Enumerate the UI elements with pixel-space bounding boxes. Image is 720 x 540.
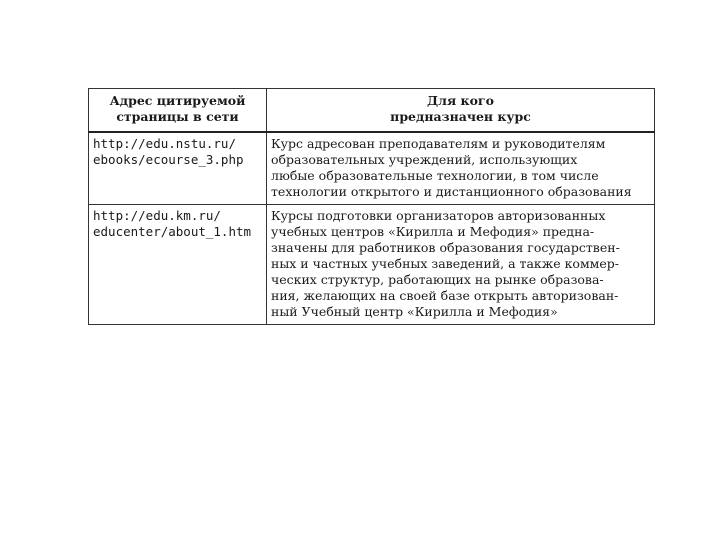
url-cell: http://edu.km.ru/ educenter/about_1.htm bbox=[89, 205, 267, 325]
table-row bbox=[89, 132, 655, 205]
table-body bbox=[89, 132, 655, 325]
header-audience-line-1: Для кого bbox=[427, 93, 494, 108]
description-cell: Курсы подготовки организаторов авторизованных учебных центров «Кирилла и Мефодия» предна- значены для работников образования государствен- ных и частных учебных заведений, а также коммер- ческих структур, работающих на рынке образова- ния, желающих на своей базе открыть авторизован- ный Учебный центр «Кирилла и Мефодия» bbox=[267, 205, 655, 325]
header-cell-address bbox=[89, 89, 267, 133]
citation-table bbox=[88, 88, 655, 325]
header-address-line-1: Адрес цитируемой bbox=[109, 93, 246, 108]
header-audience-line-2: предназначен курс bbox=[390, 109, 531, 124]
table-header bbox=[89, 89, 655, 133]
description-cell: Курс адресован преподавателям и руководителям образовательных учреждений, использующих любые образовательные технологии, в том числе технологии открытого и дистанционного образования bbox=[267, 132, 655, 205]
table-row bbox=[89, 205, 655, 325]
header-row bbox=[89, 89, 655, 133]
url-cell: http://edu.nstu.ru/ ebooks/ecourse_3.php bbox=[89, 132, 267, 205]
header-cell-audience bbox=[267, 89, 655, 133]
header-address-line-2: страницы в сети bbox=[116, 109, 239, 124]
